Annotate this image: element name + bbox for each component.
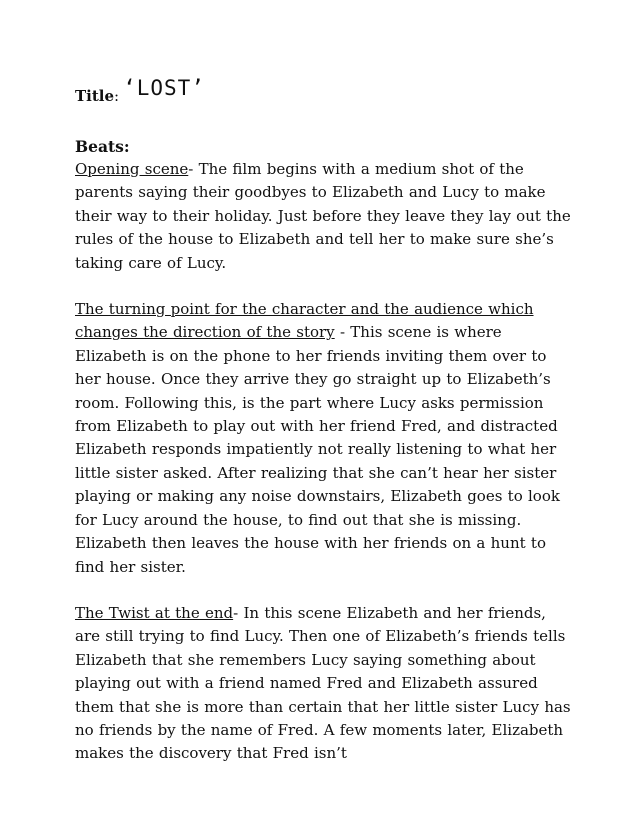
beat-text-opening: - The film begins with a medium shot of the parents saying their goodbyes to Elizabeth and Lucy to make their way to their holiday. Just before they leave they lay out the rules of the house to Elizabeth and tell her to make sure she’s taking care of Lucy.	[75, 160, 571, 272]
beat-paragraph-turning-point	[75, 298, 575, 579]
beat-paragraph-twist	[75, 602, 575, 766]
beat-heading-opening: Opening scene	[75, 160, 189, 178]
beat-heading-turning-point: The turning point for the character and the audience which changes the direction of the story	[75, 300, 534, 342]
beat-text-turning-point: - This scene is where Elizabeth is on the phone to her friends inviting them over to her house. Once they arrive they go straight up to Elizabeth’s room. Following this, is the part where Lucy asks permission from Elizabeth to play out with her friend Fred, and distracted Elizabeth responds impatiently not really listening to what her little sister asked. After realizing that she can’t hear her sister playing or making any noise downstairs, Elizabeth goes to look for Lucy around the house, to find out that she is missing. Elizabeth then leaves the house with her friends on a hunt to find her sister.	[75, 323, 560, 576]
title-line	[75, 76, 575, 110]
document-page	[75, 76, 575, 789]
beats-heading: Beats:	[75, 137, 130, 156]
beat-text-twist: - In this scene Elizabeth and her friends, are still trying to find Lucy. Then one of Elizabeth’s friends tells Elizabeth that she remembers Lucy saying something about playing out with a friend named Fred and Elizabeth assured them that she is more than certain that her little sister Lucy has no friends by the name of Fred. A few moments later, Elizabeth makes the discovery that Fred isn’t	[75, 603, 571, 763]
title-separator: :	[114, 87, 120, 105]
beat-heading-twist: The Twist at the end	[75, 603, 234, 622]
title-label: Title	[75, 87, 115, 105]
beat-paragraph-opening	[75, 158, 575, 275]
title-value: ‘LOST’	[123, 76, 205, 100]
